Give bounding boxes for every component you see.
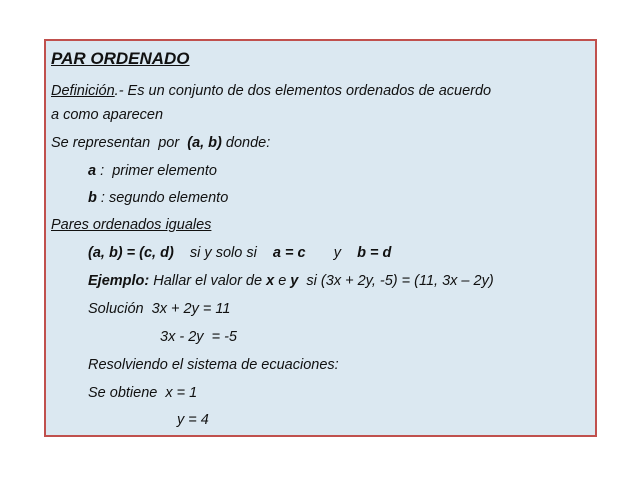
a-variable: a: [88, 163, 97, 179]
example-text-1: Hallar el valor de: [149, 273, 267, 289]
example-e: e: [274, 273, 291, 289]
equality-b: b = d: [357, 245, 392, 261]
result-y-line: y = 4: [177, 412, 209, 428]
example-line: [88, 272, 494, 290]
representation-suffix: donde:: [221, 135, 271, 151]
example-text-2: si (3x + 2y, -5) = (11, 3x – 2y): [298, 273, 494, 289]
equality-a: a = c: [272, 245, 306, 261]
representation-prefix: Se representan por: [51, 135, 188, 151]
second-element-line: [88, 189, 228, 207]
representation-pair: (a, b): [187, 135, 222, 151]
definition-text-1: .- Es un conjunto de dos elementos ordenados de acuerdo: [114, 83, 492, 99]
example-label: Ejemplo:: [88, 273, 150, 289]
result-x-line: Se obtiene x = 1: [88, 385, 198, 401]
definition-line-1: [51, 82, 491, 100]
solution-equation-1: Solución 3x + 2y = 11: [88, 301, 231, 317]
solving-line: Resolviendo el sistema de ecuaciones:: [88, 357, 339, 373]
equality-middle: si y solo si: [173, 245, 273, 261]
example-x: x: [266, 273, 275, 289]
a-description: : primer elemento: [96, 163, 217, 179]
equality-condition-line: [88, 244, 391, 262]
equality-and: y: [305, 245, 358, 261]
b-description: : segundo elemento: [96, 190, 229, 206]
b-variable: b: [88, 190, 97, 206]
definition-label: Definición: [51, 83, 115, 99]
equal-pairs-heading: Pares ordenados iguales: [51, 217, 212, 233]
example-y: y: [290, 273, 299, 289]
first-element-line: [88, 162, 217, 180]
solution-equation-2: 3x - 2y = -5: [160, 329, 237, 345]
equality-pairs: (a, b) = (c, d): [88, 245, 174, 261]
definition-text-2: a como aparecen: [51, 107, 164, 123]
representation-line: [51, 134, 270, 152]
page-title: PAR ORDENADO: [51, 49, 190, 68]
